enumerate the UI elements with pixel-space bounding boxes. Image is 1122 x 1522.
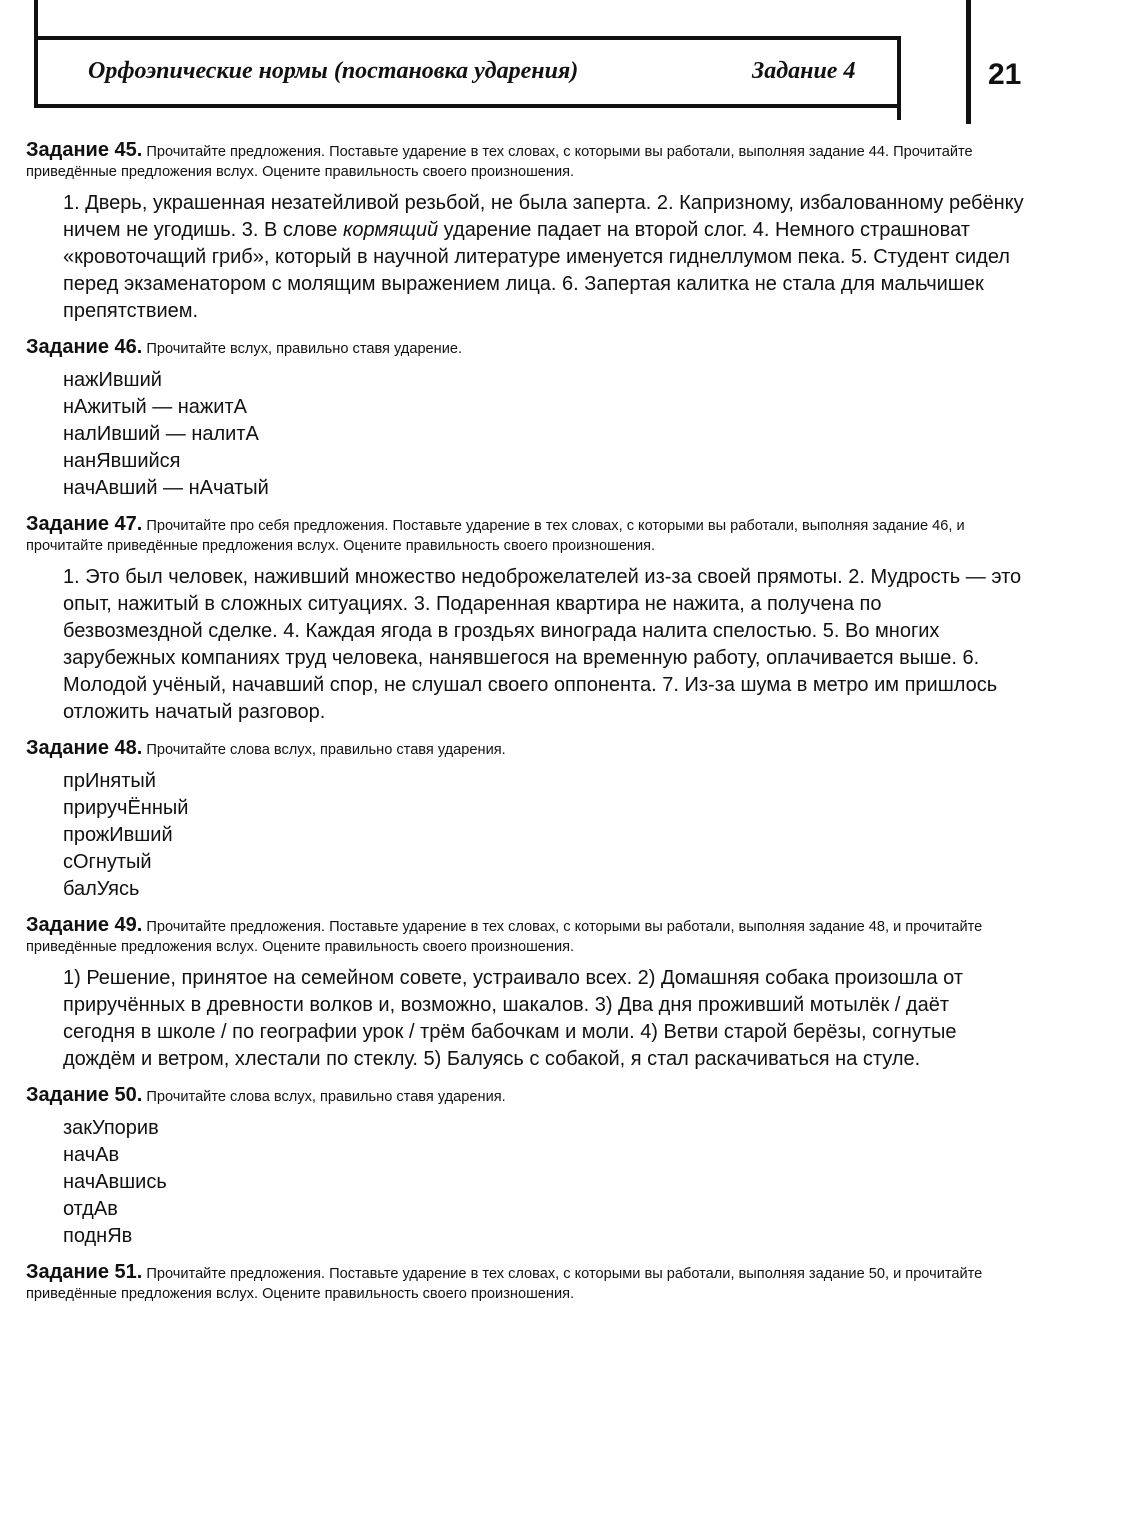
page-content: [26, 140, 1026, 1316]
list-item: начАв: [63, 1144, 120, 1166]
list-item: поднЯв: [63, 1225, 133, 1247]
list-item: нАжитый — нажитА: [63, 396, 247, 418]
task-45-label: Задание 45.: [26, 139, 143, 161]
task-48-word-list: [63, 768, 1026, 903]
task-50: [26, 1085, 1026, 1250]
section-title: Орфоэпические нормы (постановка ударения): [88, 58, 579, 84]
task-46-word-list: [63, 367, 1026, 502]
task-45-instruction-block: [26, 140, 1026, 182]
list-item: балУясь: [63, 878, 140, 900]
task-45-text: [63, 190, 1026, 325]
task-47-label: Задание 47.: [26, 513, 143, 535]
task-45-instruction: Прочитайте предложения. Поставьте ударение в тех словах, с которыми вы работали, выполняя задание 44. Прочитайте приведённые предложения вслух. Оцените правильность своего произношения.: [26, 144, 973, 180]
header-frame-top: [34, 36, 901, 40]
section-task-label: Задание 4: [752, 58, 856, 84]
header-frame-right: [897, 36, 901, 120]
task-50-word-list: [63, 1115, 1026, 1250]
list-item: нанЯвшийся: [63, 450, 181, 472]
task-46-instruction: Прочитайте вслух, правильно ставя ударение.: [146, 341, 463, 357]
list-item: приручЁнный: [63, 797, 189, 819]
task-46-instruction-block: [26, 337, 1026, 359]
task-47-instruction: Прочитайте про себя предложения. Поставьте ударение в тех словах, с которыми вы работали, выполняя задание 46, и прочитайте приведённые предложения вслух. Оцените правильность своего произношения.: [26, 518, 965, 554]
task-48: [26, 738, 1026, 903]
task-47-text: 1. Это был человек, наживший множество недоброжелателей из-за своей прямоты. 2. Мудрость — это опыт, нажитый в сложных ситуациях. 3. Подаренная квартира не нажита, а получена по безвозмездной сделке. 4. Каждая ягода в гроздьях винограда налита спелостью. 5. Во многих зарубежных компаниях труд человека, нанявшегося на временную работу, оплачивается выше. 6. Молодой учёный, начавший спор, не слушал своего оппонента. 7. Из-за шума в метро им пришлось отложить начатый разговор.: [63, 566, 1022, 723]
list-item: закУпорив: [63, 1117, 159, 1139]
task-51-instruction: Прочитайте предложения. Поставьте ударение в тех словах, с которыми вы работали, выполняя задание 50, и прочитайте приведённые предложения вслух. Оцените правильность своего произношения.: [26, 1266, 983, 1302]
list-item: нажИвший: [63, 369, 162, 391]
task-45-text-part2: ударение падает на второй слог. 4. Немного страшноват «кровоточащий гриб», который в научной литературе именуется гиднеллумом пека. 5. Студент сидел перед экзаменатором с молящим выражением лица. 6. Запертая калитка не стала для мальчишек препятствием.: [63, 219, 1010, 322]
page-margin-bar: [966, 0, 971, 124]
task-50-label: Задание 50.: [26, 1084, 143, 1106]
task-50-instruction: Прочитайте слова вслух, правильно ставя ударения.: [146, 1089, 506, 1105]
task-51-label: Задание 51.: [26, 1261, 143, 1283]
header-frame-bottom: [34, 104, 901, 108]
task-51: [26, 1262, 1026, 1304]
task-47-instruction-block: [26, 514, 1026, 556]
list-item: налИвший — налитА: [63, 423, 259, 445]
task-49: [26, 915, 1026, 1073]
list-item: начАвший — нАчатый: [63, 477, 269, 499]
task-47: [26, 514, 1026, 726]
task-46: [26, 337, 1026, 502]
header-frame-left: [34, 0, 38, 104]
task-45-text-part1: 1. Дверь, украшенная незатейливой резьбой, не была заперта. 2. Капризному, избалованному ребёнку ничем не угодишь. 3. В слове: [63, 192, 1024, 241]
list-item: прИнятый: [63, 770, 156, 792]
list-item: прожИвший: [63, 824, 173, 846]
task-46-label: Задание 46.: [26, 336, 143, 358]
task-45-text-italic: кормящий: [342, 219, 439, 241]
task-49-label: Задание 49.: [26, 914, 143, 936]
task-49-instruction-block: [26, 915, 1026, 957]
task-48-label: Задание 48.: [26, 737, 143, 759]
task-49-text: 1) Решение, принятое на семейном совете, устраивало всех. 2) Домашняя собака произошла от приручённых в древности волков и, возможно, шакалов. 3) Два дня проживший мотылёк / даёт сегодня в школе / по географии урок / трём бабочкам и моли. 4) Ветви старой берёзы, согнутые дождём и ветром, хлестали по стеклу. 5) Балуясь с собакой, я стал раскачиваться на стуле.: [63, 967, 963, 1070]
task-51-instruction-block: [26, 1262, 1026, 1304]
list-item: сОгнутый: [63, 851, 152, 873]
task-48-instruction: Прочитайте слова вслух, правильно ставя ударения.: [146, 742, 506, 758]
task-49-instruction: Прочитайте предложения. Поставьте ударение в тех словах, с которыми вы работали, выполняя задание 48, и прочитайте приведённые предложения вслух. Оцените правильность своего произношения.: [26, 919, 983, 955]
list-item: начАвшись: [63, 1171, 167, 1193]
page-number: 21: [988, 58, 1022, 91]
task-48-instruction-block: [26, 738, 1026, 760]
list-item: отдАв: [63, 1198, 118, 1220]
task-45: [26, 140, 1026, 325]
task-50-instruction-block: [26, 1085, 1026, 1107]
